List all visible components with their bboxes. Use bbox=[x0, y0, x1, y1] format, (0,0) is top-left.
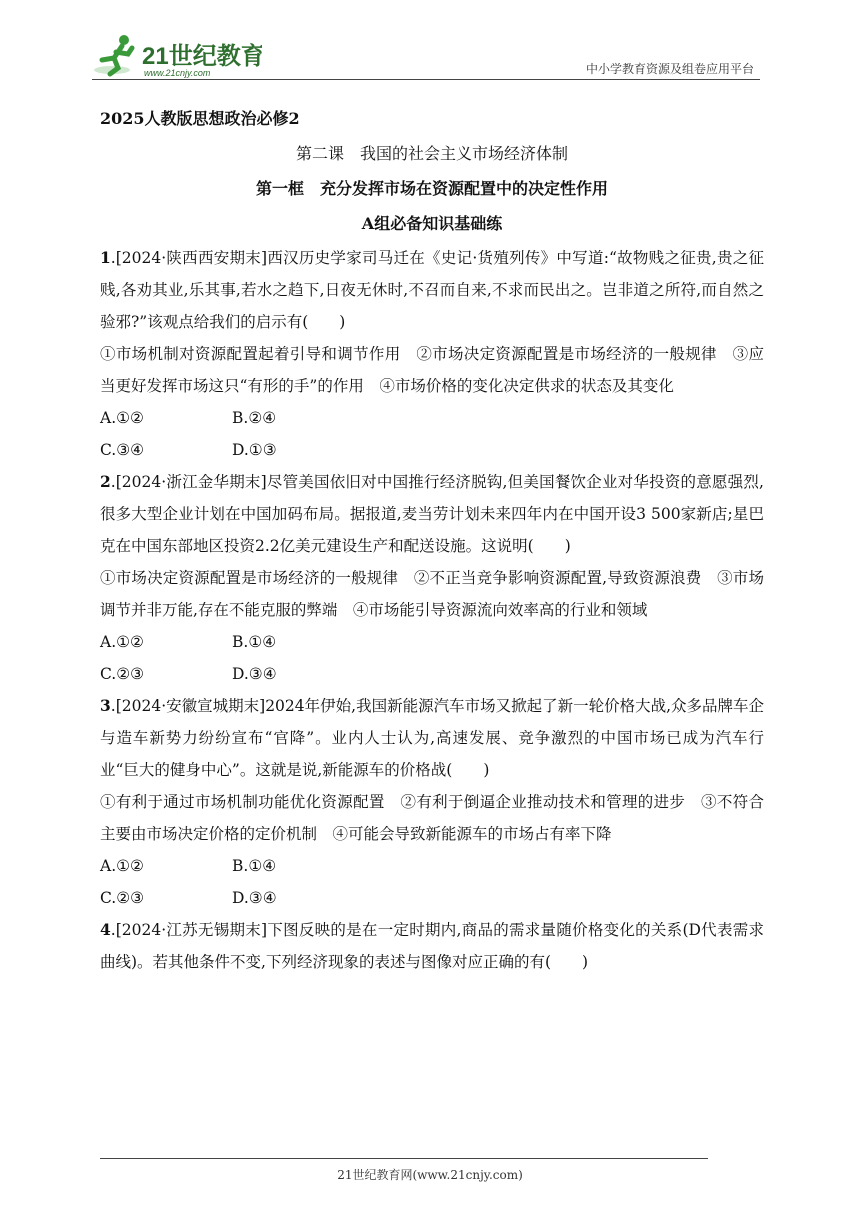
group-title: A组必备知识基础练 bbox=[361, 214, 503, 233]
choice-d[interactable]: D.③④ bbox=[232, 665, 277, 683]
lesson-title: 第二课 我国的社会主义市场经济体制 bbox=[295, 144, 568, 163]
choice-row bbox=[100, 434, 764, 466]
question-stem bbox=[100, 466, 764, 562]
choice-a[interactable]: A.①② bbox=[100, 857, 144, 875]
header-divider bbox=[92, 79, 760, 80]
runner-logo-icon bbox=[92, 34, 262, 80]
document-body bbox=[100, 100, 764, 978]
choice-b[interactable]: B.①④ bbox=[232, 633, 277, 651]
question-text: .[2024·安徽宣城期末]2024年伊始,我国新能源汽车市场又掀起了新一轮价格大战,众多品牌车企与造车新势力纷纷宣布“官降”。业内人士认为,高速发展、竞争激烈的中国市场已成为汽车行业“巨大的健身中心”。这就是说,新能源车的价格战( ) bbox=[100, 697, 764, 779]
choice-row bbox=[100, 850, 764, 882]
logo-url: www.21cnjy.com bbox=[144, 68, 211, 78]
site-logo[interactable] bbox=[92, 34, 262, 80]
choice-b[interactable]: B.①④ bbox=[232, 857, 277, 875]
footer-divider bbox=[100, 1158, 708, 1159]
question-stem bbox=[100, 690, 764, 786]
question-stem bbox=[100, 242, 764, 338]
question-3 bbox=[100, 690, 764, 914]
choice-c[interactable]: C.②③ bbox=[100, 665, 145, 683]
question-4 bbox=[100, 914, 764, 978]
choice-d[interactable]: D.③④ bbox=[232, 889, 277, 907]
question-text: .[2024·浙江金华期末]尽管美国依旧对中国推行经济脱钩,但美国餐饮企业对华投资的意愿强烈,很多大型企业计划在中国加码布局。据报道,麦当劳计划未来四年内在中国开设3 500家新店;星巴克在中国东部地区投资2.2亿美元建设生产和配送设施。这说明( ) bbox=[100, 473, 764, 555]
header-platform-text: 中小学教育资源及组卷应用平台 bbox=[585, 62, 754, 76]
question-number: 4 bbox=[100, 920, 111, 939]
doc-title: 2025人教版思想政治必修2 bbox=[100, 109, 300, 128]
footer-text[interactable]: 21世纪教育网(www.21cnjy.com) bbox=[337, 1168, 523, 1182]
choice-row bbox=[100, 626, 764, 658]
question-text: .[2024·江苏无锡期末]下图反映的是在一定时期内,商品的需求量随价格变化的关系(D代表需求曲线)。若其他条件不变,下列经济现象的表述与图像对应正确的有( ) bbox=[100, 921, 764, 971]
question-statements: ①市场机制对资源配置起着引导和调节作用 ②市场决定资源配置是市场经济的一般规律 ③应当更好发挥市场这只“有形的手”的作用 ④市场价格的变化决定供求的状态及其变化 bbox=[100, 345, 764, 395]
choice-row bbox=[100, 402, 764, 434]
choice-b[interactable]: B.②④ bbox=[232, 409, 277, 427]
question-number: 1 bbox=[100, 248, 111, 267]
question-stem bbox=[100, 914, 764, 978]
section-title: 第一框 充分发挥市场在资源配置中的决定性作用 bbox=[255, 179, 608, 198]
question-1 bbox=[100, 242, 764, 466]
question-text: .[2024·陕西西安期末]西汉历史学家司马迁在《史记·货殖列传》中写道:“故物贱之征贵,贵之征贱,各劝其业,乐其事,若水之趋下,日夜无休时,不召而自来,不求而民出之。岂非道之所符,而自然之验邪?”该观点给我们的启示有( ) bbox=[100, 249, 764, 331]
logo-text: 21世纪教育 bbox=[142, 43, 262, 70]
question-number: 2 bbox=[100, 472, 111, 491]
choice-a[interactable]: A.①② bbox=[100, 633, 144, 651]
question-number: 3 bbox=[100, 696, 111, 715]
choice-c[interactable]: C.③④ bbox=[100, 441, 145, 459]
choice-a[interactable]: A.①② bbox=[100, 409, 144, 427]
choice-d[interactable]: D.①③ bbox=[232, 441, 277, 459]
question-statements: ①市场决定资源配置是市场经济的一般规律 ②不正当竞争影响资源配置,导致资源浪费 ③市场调节并非万能,存在不能克服的弊端 ④市场能引导资源流向效率高的行业和领域 bbox=[100, 569, 764, 619]
question-2 bbox=[100, 466, 764, 690]
choice-row bbox=[100, 658, 764, 690]
choice-c[interactable]: C.②③ bbox=[100, 889, 145, 907]
question-statements: ①有利于通过市场机制功能优化资源配置 ②有利于倒逼企业推动技术和管理的进步 ③不符合主要由市场决定价格的定价机制 ④可能会导致新能源车的市场占有率下降 bbox=[100, 793, 764, 843]
choice-row bbox=[100, 882, 764, 914]
